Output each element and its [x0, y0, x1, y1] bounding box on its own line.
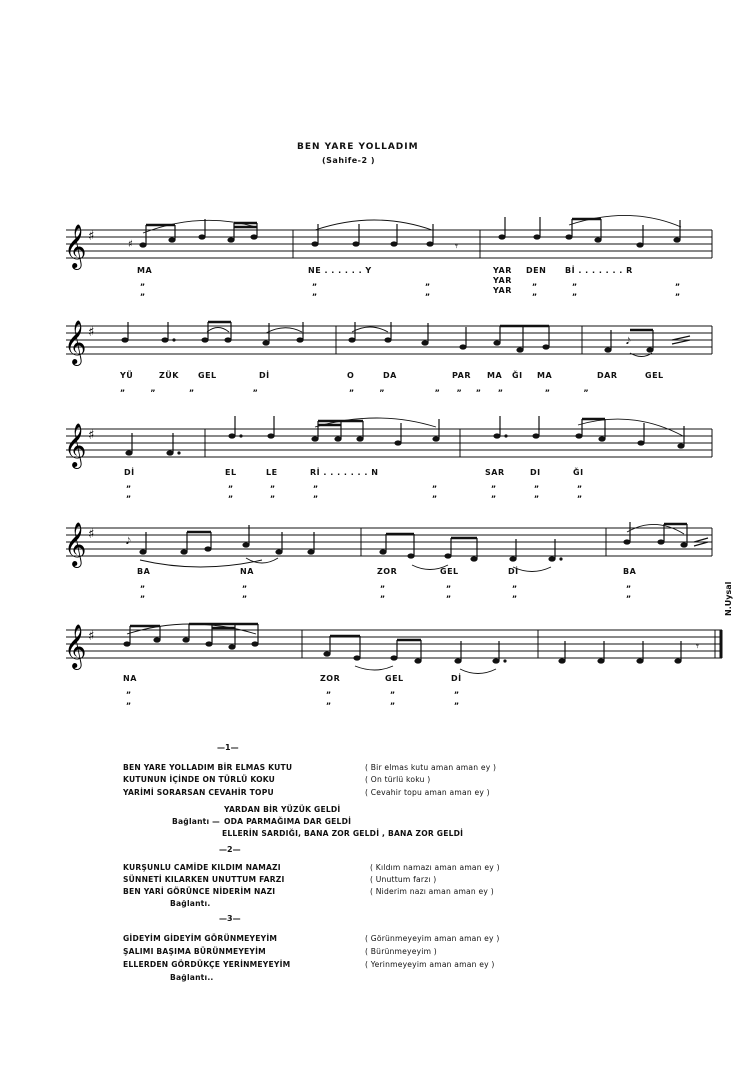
- refrain-reference: Bağlantı..: [170, 973, 214, 982]
- lyric-syllable: NA: [240, 567, 254, 576]
- lyric-syllable: DAR: [597, 371, 618, 380]
- svg-text:𝄾: 𝄾: [696, 640, 699, 653]
- verse-number: —1—: [217, 743, 239, 752]
- lyric-syllable: YÜ: [120, 371, 134, 380]
- treble-clef-icon: 𝄞: [64, 522, 87, 566]
- lyric-syllable: MA: [487, 371, 503, 380]
- lyric-syllable: Dİ: [451, 674, 462, 683]
- lyric-syllable: Dİ: [124, 468, 135, 477]
- lyric-syllable: ZOR: [377, 567, 398, 576]
- lyric-syllable: YAR: [493, 276, 512, 285]
- verse-line: BEN YARİ GÖRÜNCE NİDERİM NAZI: [123, 887, 276, 896]
- lyric-syllable: ĞI: [512, 371, 523, 380]
- lyric-syllable: NA: [123, 674, 137, 683]
- verse-line: ELLERDEN GÖRDÜKÇE YERİNMEYEYİM: [123, 960, 291, 969]
- verse-line-repeat: ( Bürünmeyeyim ): [365, 947, 437, 956]
- treble-clef-icon: 𝄞: [64, 224, 87, 268]
- treble-clef-icon: 𝄞: [64, 320, 87, 364]
- svg-text:♯: ♯: [128, 239, 133, 250]
- treble-clef-icon: 𝄞: [64, 624, 87, 668]
- lyric-syllable: ZOR: [320, 674, 341, 683]
- svg-text:♯: ♯: [88, 229, 95, 244]
- svg-text:𝄾: 𝄾: [455, 240, 458, 253]
- verse-line: ŞALIMI BAŞIMA BÜRÜNMEYEYİM: [123, 947, 266, 956]
- lyric-syllable: MA: [137, 266, 153, 275]
- page-subtitle: (Sahife-2 ): [322, 156, 375, 165]
- svg-text:𝆕: 𝆕: [626, 332, 631, 348]
- verse-line-repeat: ( Kıldım namazı aman aman ey ): [370, 863, 500, 872]
- refrain-label: Bağlantı —: [172, 817, 220, 826]
- lyric-syllable: Dİ: [508, 567, 519, 576]
- lyric-syllable: DEN: [526, 266, 547, 275]
- music-staff-4: [0, 510, 750, 590]
- lyric-syllable: SAR: [485, 468, 505, 477]
- lyric-syllable: DA: [383, 371, 397, 380]
- lyric-syllable: YAR: [493, 266, 512, 275]
- lyric-syllable: MA: [537, 371, 553, 380]
- lyric-syllable: PAR: [452, 371, 471, 380]
- refrain-reference: Bağlantı.: [170, 899, 211, 908]
- sheet-music-page: BEN YARE YOLLADIM (Sahife-2 ) 𝄞 ♯ ♯ 𝄾 MA NE . . . . . . Y YAR DEN Bİ . . . . . . . R YAR YAR „ „ „ „ „ „ „ „ „ „ „ „ 𝄞 ♯ 𝆕 YÜ ZÜK GEL Dİ O DA PAR MA ĞI MA DAR GEL „ „ „ „ „ „ „ „ „ „ „ „ 𝄞 ♯ Dİ EL LE Rİ . . . . . . . N SAR DI ĞI „ „ „ „ „ „ „ „ „ „ „ „ „ „ „ „ 𝄞 ♯ 𝆕 BA NA ZOR GEL Dİ BA „ „ „ „ „ „ „ „ „ „ „ „ 𝄞 ♯ 𝄾 N.Uysal NA ZOR GEL Dİ „ „ „ „ „ „ „ „ —1— BEN YARE YOLLADIM BİR ELMAS KUTU ( Bir elmas kutu aman aman ey ) KUTUNUN İÇİNDE ON TÜRLÜ KOKU ( On türlü koku ) YARİMİ SORARSAN CEVAHİR TOPU ( Cevahir topu aman aman ey ) YARDAN BİR YÜZÜK GELDİ Bağlantı — ODA PARMAĞIMA DAR GELDİ ELLERİN SARDIĞI, BANA ZOR GELDİ , BANA ZOR GELDİ —2— KURŞUNLU CAMİDE KILDIM NAMAZI ( Kıldım namazı aman aman ey ) SÜNNETİ KILARKEN UNUTTUM FARZI ( Unuttum farzı ) BEN YARİ GÖRÜNCE NİDERİM NAZI ( Niderim nazı aman aman ey ) Bağlantı. —3— GİDEYİM GİDEYİM GÖRÜNMEYEYİM ( Görünmeyeyim aman aman ey ) ŞALIMI BAŞIMA BÜRÜNMEYEYİM ( Bürünmeyeyim ) ELLERDEN GÖRDÜKÇE YERİNMEYEYİM ( Yerinmeyeyim aman aman ey ) Bağlantı..: [0, 0, 750, 1078]
- lyric-syllable: YAR: [493, 286, 512, 295]
- treble-clef-icon: 𝄞: [64, 423, 87, 467]
- music-staff-3: [0, 411, 750, 491]
- svg-text:♯: ♯: [88, 629, 95, 644]
- lyric-syllable: BA: [137, 567, 151, 576]
- svg-text:♯: ♯: [88, 428, 95, 443]
- lyric-syllable: ĞI: [573, 468, 584, 477]
- lyric-syllable: BA: [623, 567, 637, 576]
- music-staff-5: [0, 612, 750, 692]
- verse-number: —2—: [219, 845, 241, 854]
- lyric-syllable: GEL: [645, 371, 664, 380]
- lyric-syllable: LE: [266, 468, 278, 477]
- verse-line-repeat: ( Cevahir topu aman aman ey ): [365, 788, 490, 797]
- verse-line-repeat: ( Unuttum farzı ): [370, 875, 437, 884]
- svg-text:♯: ♯: [88, 527, 95, 542]
- verse-line-repeat: ( Yerinmeyeyim aman aman ey ): [365, 960, 495, 969]
- verse-number: —3—: [219, 914, 241, 923]
- verse-line-repeat: ( Niderim nazı aman aman ey ): [370, 887, 494, 896]
- refrain-line: ODA PARMAĞIMA DAR GELDİ: [224, 817, 352, 826]
- lyric-syllable: DI: [530, 468, 541, 477]
- svg-text:♯: ♯: [88, 325, 95, 340]
- verse-line: GİDEYİM GİDEYİM GÖRÜNMEYEYİM: [123, 934, 278, 943]
- refrain-line: YARDAN BİR YÜZÜK GELDİ: [224, 805, 341, 814]
- verse-line: BEN YARE YOLLADIM BİR ELMAS KUTU: [123, 763, 293, 772]
- verse-line-repeat: ( Bir elmas kutu aman aman ey ): [365, 763, 497, 772]
- refrain-line: ELLERİN SARDIĞI, BANA ZOR GELDİ , BANA ZOR GELDİ: [222, 829, 464, 838]
- lyric-syllable: Rİ . . . . . . . N: [310, 468, 379, 477]
- composer-credit: N.Uysal: [724, 581, 733, 616]
- music-staff-2: [0, 308, 750, 388]
- lyric-syllable: GEL: [198, 371, 217, 380]
- verse-line-repeat: ( Görünmeyeyim aman aman ey ): [365, 934, 500, 943]
- lyric-syllable: ZÜK: [159, 371, 179, 380]
- lyric-syllable: Dİ: [259, 371, 270, 380]
- music-staff-1: [0, 205, 750, 285]
- verse-line: YARİMİ SORARSAN CEVAHİR TOPU: [123, 788, 274, 797]
- lyric-syllable: GEL: [385, 674, 404, 683]
- verse-line-repeat: ( On türlü koku ): [365, 775, 431, 784]
- svg-text:𝆕: 𝆕: [126, 532, 131, 548]
- lyric-syllable: EL: [225, 468, 237, 477]
- song-title: BEN YARE YOLLADIM: [297, 142, 419, 152]
- verse-line: KURŞUNLU CAMİDE KILDIM NAMAZI: [123, 863, 281, 872]
- lyric-syllable: Bİ . . . . . . . R: [565, 266, 633, 275]
- verse-line: SÜNNETİ KILARKEN UNUTTUM FARZI: [123, 875, 285, 884]
- verse-line: KUTUNUN İÇİNDE ON TÜRLÜ KOKU: [123, 775, 276, 784]
- lyric-syllable: GEL: [440, 567, 459, 576]
- lyric-syllable: O: [347, 371, 355, 380]
- lyric-syllable: NE . . . . . . Y: [308, 266, 372, 275]
